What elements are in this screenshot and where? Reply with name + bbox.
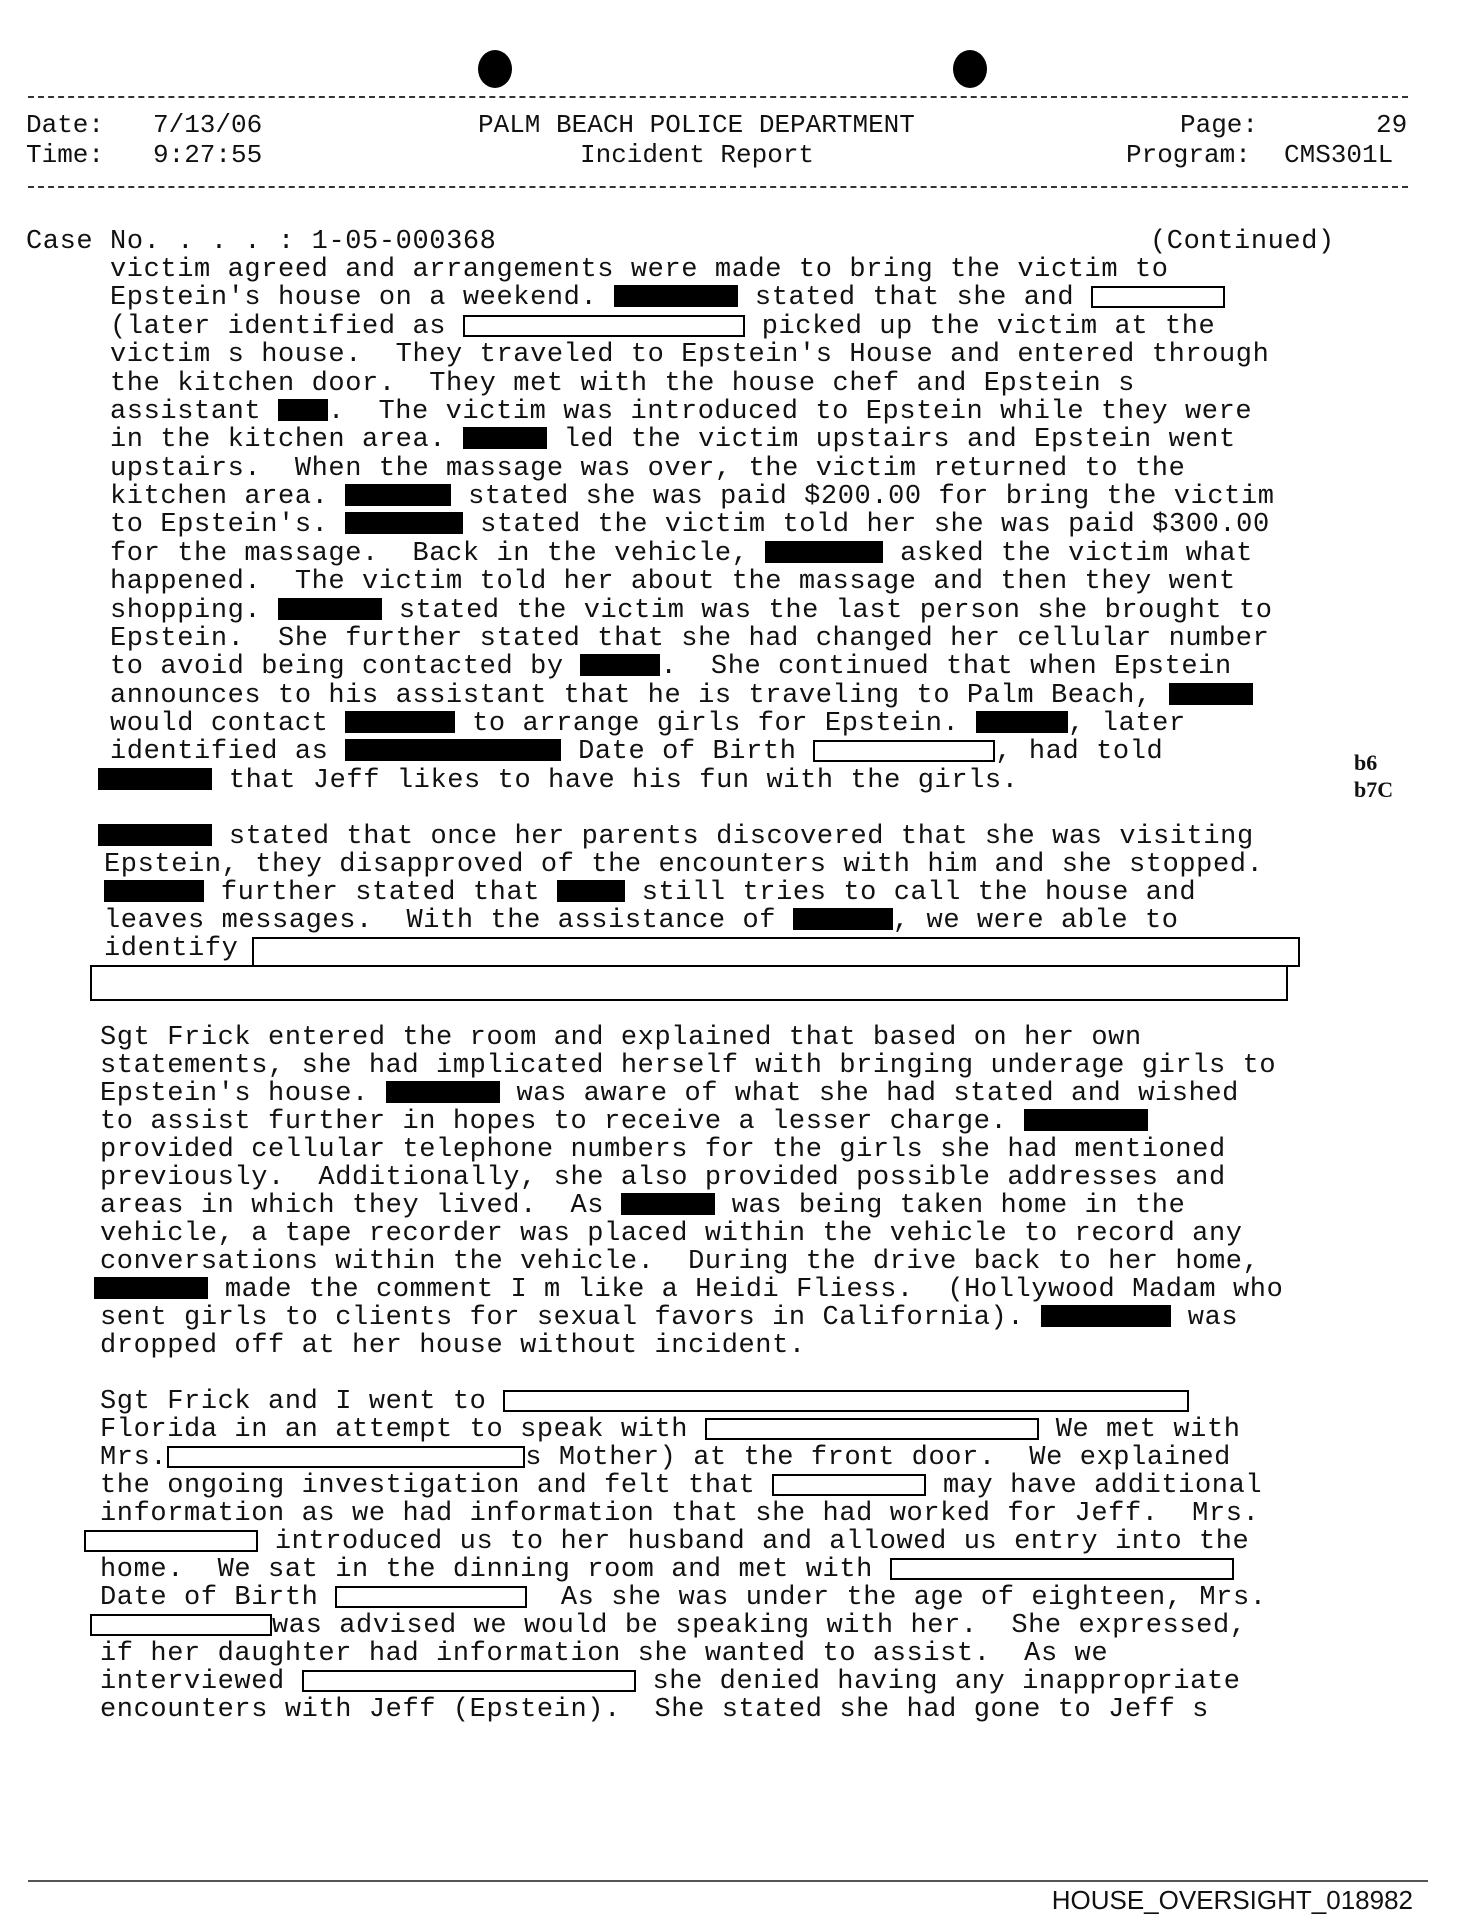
redaction-block (345, 484, 451, 506)
text-line: areas in which they lived. As was being taken home in the (100, 1191, 1186, 1221)
text-line: Sgt Frick and I went to (100, 1388, 1189, 1416)
redaction-block (557, 880, 625, 902)
redaction-box (90, 1614, 272, 1636)
redaction-block (1024, 1109, 1148, 1131)
text-line: encounters with Jeff (Epstein). She stated she had gone to Jeff s (100, 1695, 1209, 1725)
date-label: Date: (26, 110, 105, 140)
text-line: Epstein's house. was aware of what she had stated and wished (100, 1079, 1239, 1109)
text-line: victim s house. They traveled to Epstein's House and entered through (110, 340, 1270, 370)
text-line: announces to his assistant that he is traveling to Palm Beach, (110, 682, 1253, 710)
text-line: to assist further in hopes to receive a lesser charge. (100, 1108, 1148, 1136)
text-line: provided cellular telephone numbers for the girls she had mentioned (100, 1135, 1226, 1165)
text-line: introduced us to her husband and allowed us entry into the (84, 1528, 1249, 1556)
text-line: leaves messages. With the assistance of , we were able to (104, 906, 1179, 936)
redaction-box (890, 1558, 1234, 1580)
text-line: interviewed she denied having any inappropriate (100, 1667, 1241, 1697)
case-number: Case No. . . . : 1-05-000368 (26, 227, 497, 257)
bates-number: HOUSE_OVERSIGHT_018982 (1051, 1885, 1413, 1915)
text-line: stated that once her parents discovered that she was visiting (98, 823, 1254, 851)
redaction-box (335, 1586, 527, 1608)
redaction-block (104, 880, 204, 902)
redaction-block (345, 512, 463, 534)
page-number: 29 (1376, 110, 1408, 140)
redaction-block (1169, 683, 1253, 705)
redaction-box (503, 1390, 1189, 1412)
text-line: further stated that still tries to call the house and (104, 879, 1196, 907)
header-divider-bottom (28, 186, 1408, 188)
text-line: the ongoing investigation and felt that may have additional (100, 1471, 1263, 1501)
redaction-block (580, 654, 660, 676)
text-line: would contact to arrange girls for Epstein. , later (110, 709, 1186, 739)
redaction-block (463, 427, 547, 449)
text-line: information as we had information that she had worked for Jeff. Mrs. (100, 1499, 1260, 1529)
text-line: that Jeff likes to have his fun with the girls. (98, 767, 1019, 795)
text-line: previously. Additionally, she also provided possible addresses and (100, 1163, 1226, 1193)
text-line: in the kitchen area. led the victim upstairs and Epstein went (110, 425, 1236, 455)
text-line: Florida in an attempt to speak with We met with (100, 1415, 1241, 1445)
text-line: Epstein's house on a weekend. stated that she and (110, 284, 1225, 312)
text-line: Epstein, they disapproved of the encounters with him and she stopped. (104, 850, 1264, 880)
redaction-block (614, 285, 738, 307)
redaction-box (772, 1474, 926, 1496)
redaction-block (345, 739, 561, 761)
text-line: for the massage. Back in the vehicle, asked the victim what (110, 539, 1253, 569)
program-label: Program: (1126, 140, 1251, 170)
redaction-box (463, 315, 745, 337)
page-label: Page: (1180, 110, 1259, 140)
text-line: dropped off at her house without incident. (100, 1331, 806, 1361)
report-type: Incident Report (580, 140, 815, 170)
redaction-box (813, 740, 995, 762)
text-line: shopping. stated the victim was the last person she brought to (110, 596, 1273, 626)
text-line: Sgt Frick entered the room and explained that based on her own (100, 1023, 1142, 1053)
redaction-block (98, 768, 212, 790)
text-line: conversations within the vehicle. During the drive back to her home, (100, 1247, 1260, 1277)
text-line: was advised we would be speaking with her. She expressed, (90, 1612, 1247, 1640)
text-line: upstairs. When the massage was over, the victim returned to the (110, 454, 1186, 484)
redaction-block (94, 1277, 208, 1299)
text-line: to Epstein's. stated the victim told her she was paid $300.00 (110, 510, 1270, 540)
redaction-box (90, 965, 1288, 1001)
text-line: made the comment I m like a Heidi Fliess. (Hollywood Madam who (94, 1276, 1283, 1304)
continued-label: (Continued) (1150, 227, 1335, 257)
text-line: Mrs. s Mother) at the front door. We explained (100, 1443, 1231, 1473)
text-line: kitchen area. stated she was paid $200.00 for bring the victim (110, 482, 1275, 512)
text-line: statements, she had implicated herself with bringing underage girls to (100, 1051, 1277, 1081)
text-line: Date of Birth As she was under the age of eighteen, Mrs. (100, 1583, 1267, 1613)
punch-hole-right (953, 50, 987, 88)
redaction-block (793, 908, 893, 930)
text-line: Epstein. She further stated that she had changed her cellular number (110, 624, 1270, 654)
redaction-block (976, 711, 1068, 733)
text-line: to avoid being contacted by . She continued that when Epstein (110, 652, 1232, 682)
exemption-code: b7C (1354, 777, 1394, 802)
redaction-box (167, 1446, 525, 1468)
redaction-block (621, 1193, 715, 1215)
redaction-box (705, 1418, 1039, 1440)
redaction-block (765, 541, 883, 563)
redaction-block (98, 824, 212, 846)
header-divider-top (28, 96, 1408, 98)
text-line: the kitchen door. They met with the house chef and Epstein s (110, 369, 1135, 399)
text-line: happened. The victim told her about the massage and then they went (110, 567, 1236, 597)
date-value: 7/13/06 (153, 110, 263, 140)
program-code: CMS301L (1284, 140, 1394, 170)
text-line: (later identified as picked up the victim at the (110, 312, 1216, 342)
text-line: identify (104, 934, 239, 964)
time-value: 9:27:55 (153, 140, 263, 170)
redaction-block (278, 598, 382, 620)
text-line: home. We sat in the dinning room and met with (100, 1556, 1234, 1584)
redaction-block (345, 711, 455, 733)
redaction-box (1091, 286, 1225, 308)
text-line: victim agreed and arrangements were made to bring the victim to (110, 255, 1169, 285)
text-line: if her daughter had information she wanted to assist. As we (100, 1639, 1109, 1669)
punch-hole-left (478, 50, 512, 88)
redaction-block (1041, 1305, 1171, 1327)
time-label: Time: (26, 140, 105, 170)
exemption-code: b6 (1354, 750, 1378, 775)
text-line: sent girls to clients for sexual favors in California). was (100, 1303, 1239, 1333)
text-line: vehicle, a tape recorder was placed within the vehicle to record any (100, 1219, 1243, 1249)
redaction-box (84, 1530, 258, 1552)
text-line: identified as Date of Birth , had told (110, 737, 1164, 767)
text-line: assistant . The victim was introduced to Epstein while they were (110, 397, 1253, 427)
redaction-box (302, 1670, 636, 1692)
footer-divider (28, 1880, 1428, 1882)
redaction-block (278, 399, 328, 421)
department-name: PALM BEACH POLICE DEPARTMENT (478, 110, 915, 140)
redaction-box (252, 937, 1300, 967)
redaction-block (386, 1081, 500, 1103)
